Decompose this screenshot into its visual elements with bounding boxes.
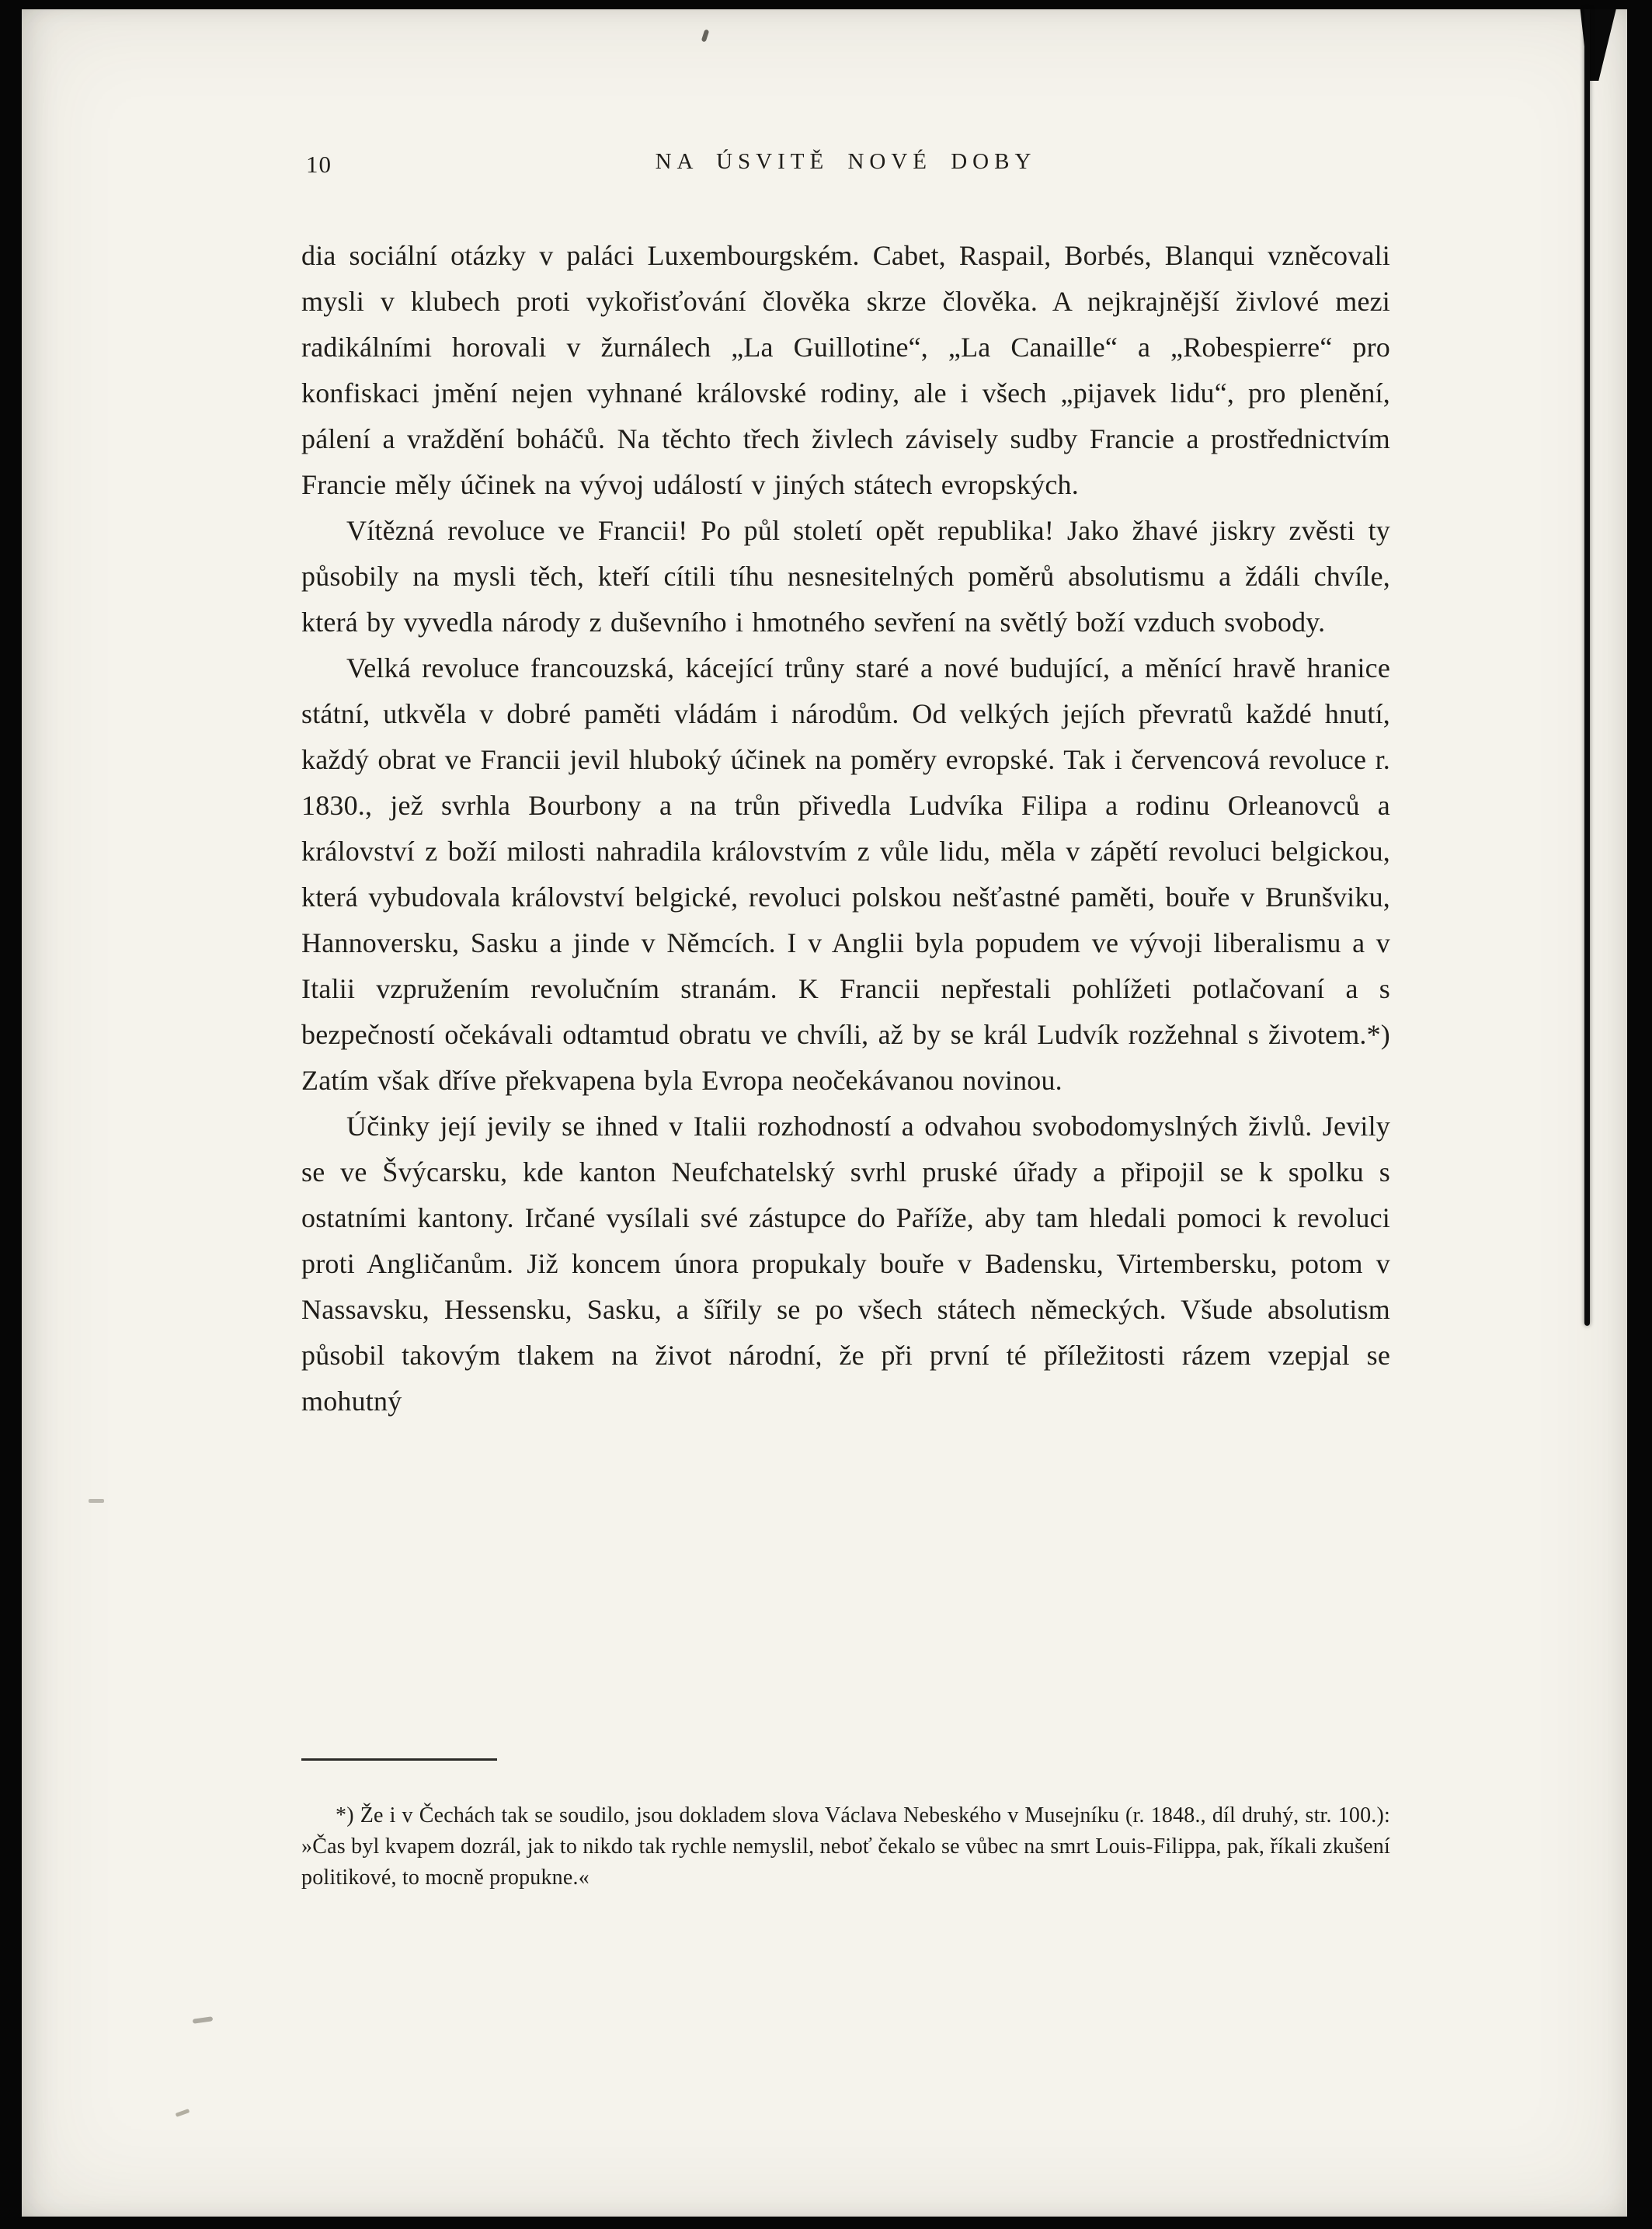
body-text: [301, 233, 1390, 1424]
footnote-separator-rule: [301, 1758, 497, 1761]
scan-artifact-speck: [701, 29, 710, 42]
paragraph-2: Vítězná revoluce ve Francii! Po půl století opět republika! Jako žhavé jiskry zvěsti ty působily na mysli těch, kteří cítili tíhu nesnesitelných poměrů absolutismu a ždáli chvíle, která by vyvedla národy z duševního i hmotného sevření na světlý boží vzduch svobody.: [301, 515, 1390, 638]
paragraph-4: Účinky její jevily se ihned v Italii rozhodností a odvahou svobodomyslných živlů. Jevily se ve Švýcarsku, kde kanton Neufchatelský svrhl pruské úřady a připojil se k spolku s ostatními kantony. Irčané vysílali své zástupce do Paříže, aby tam hledali pomoci k revoluci proti Angličanům. Již koncem února propukaly bouře v Badensku, Virtembersku, potom v Nassavsku, Hessensku, Sasku, a šířily se po všech státech německých. Všude absolutism působil takovým tlakem na život národní, že při první té příležitosti rázem vzepjal se mohutný: [301, 1111, 1390, 1417]
book-page: [22, 9, 1627, 2217]
paragraph-1: dia sociální otázky v paláci Luxembourgském. Cabet, Raspail, Borbés, Blanqui vzněcovali mysli v klubech proti vykořisťování člověka skrze člověka. A nejkrajnější živlové mezi radikálními horovali v žurnálech „La Guillotine“, „La Canaille“ a „Robespierre“ pro konfiskaci jmění nejen vyhnané královské rodiny, ale i všech „pijavek lidu“, pro plenění, pálení a vraždění boháčů. Na těchto třech živlech závisely sudby Francie a prostřednictvím Francie měly účinek na vývoj událostí v jiných státech evropských.: [301, 240, 1390, 500]
footnote-text: *) Že i v Čechách tak se soudilo, jsou dokladem slova Václava Nebeského v Musejníku (r. 1848., díl druhý, str. 100.): »Čas byl kvapem dozrál, jak to nikdo tak rychle nemyslil, neboť čekalo se vůbec na smrt Louis-Filippa, pak, říkali zkušení politikové, to mocně propukne.«: [301, 1803, 1390, 1890]
scan-artifact-line: [1584, 9, 1590, 1326]
scan-artifact-mark: [176, 2109, 190, 2117]
running-header: NA ÚSVITĚ NOVÉ DOBY: [655, 149, 1037, 174]
page-header: [301, 148, 1390, 185]
scan-artifact-mark: [89, 1499, 104, 1503]
page-number: 10: [306, 151, 332, 178]
paragraph-3: Velká revoluce francouzská, kácející trůny staré a nové budující, a měnící hravě hranice státní, utkvěla v dobré paměti vládám i národům. Od velkých jejích převratů každé hnutí, každý obrat ve Francii jevil hluboký účinek na poměry evropské. Tak i červencová revoluce r. 1830., jež svrhla Bourbony a na trůn přivedla Ludvíka Filipa a rodinu Orleanovců a království z boží milosti nahradila královstvím z vůle lidu, měla v zápětí revoluci belgickou, která vybudovala království belgické, revoluci polskou nešťastné paměti, bouře v Brunšviku, Hannoversku, Sasku a jinde v Němcích. I v Anglii byla popudem ve vývoji liberalismu a v Italii vzpružením revolučním stranám. K Francii nepřestali pohlížeti potlačovaní a s bezpečností očekávali odtamtud obratu ve chvíli, až by se král Ludvík rozžehnal s životem.*) Zatím však dříve překvapena byla Evropa neočekávanou novinou.: [301, 652, 1390, 1096]
scan-artifact-blob: [1569, 9, 1620, 81]
scan-artifact-mark: [193, 2016, 214, 2024]
